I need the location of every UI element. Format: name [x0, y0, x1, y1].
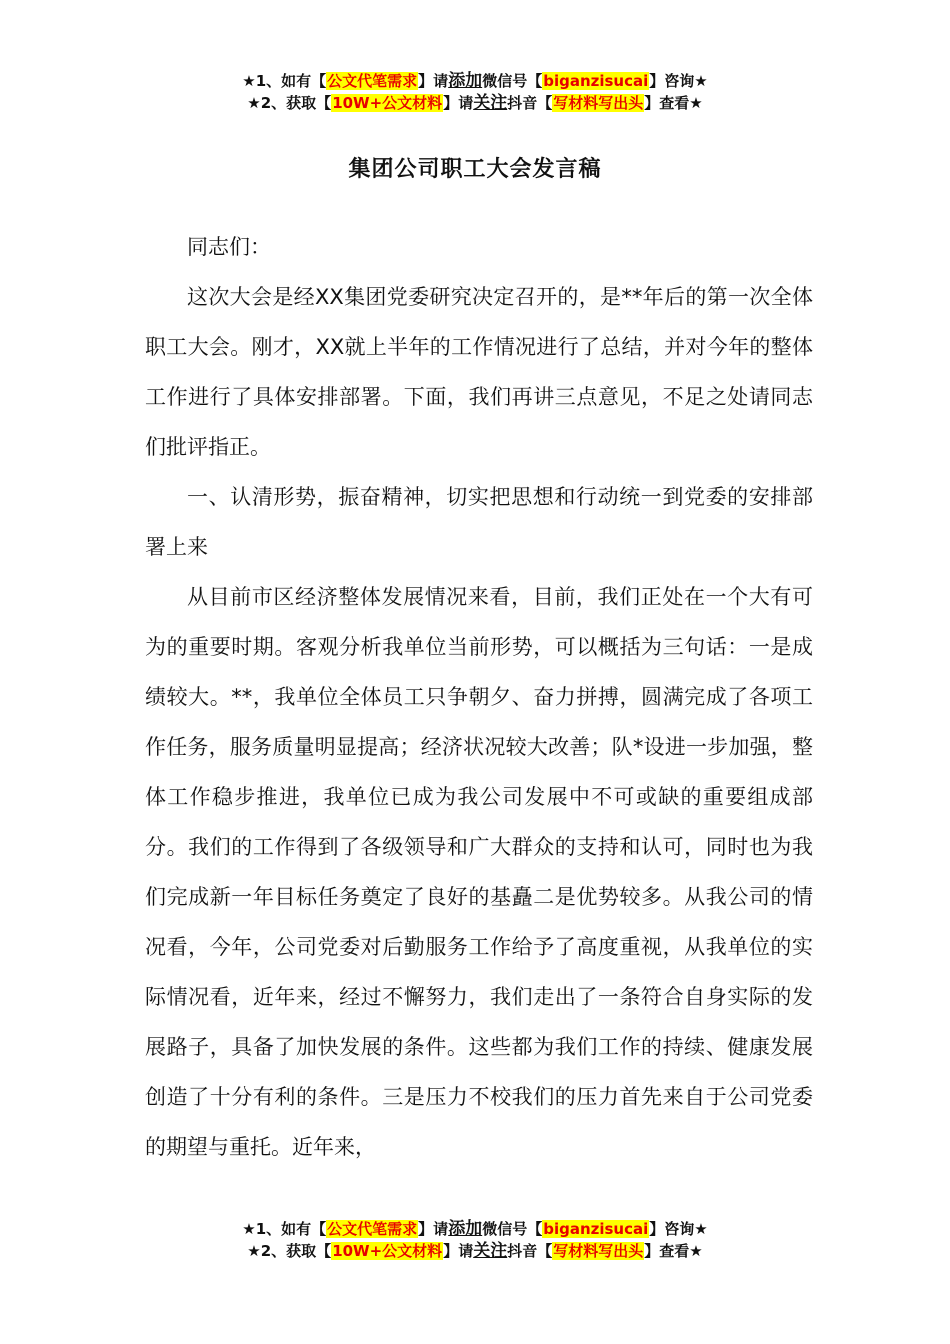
section-heading-1: 一、认清形势，振奋精神，切实把思想和行动统一到党委的安排部署上来 [145, 485, 813, 559]
document-body [145, 222, 813, 1172]
paragraph-situation: 从目前市区经济整体发展情况来看，目前，我们正处在一个大有可为的重要时期。客观分析我单位当前形势，可以概括为三句话：一是成绩较大。**，我单位全体员工只争朝夕、奋力拼搏，圆满完成了各项工作任务，服务质量明显提高；经济状况较大改善；队*设进一步加强，整体工作稳步推进，我单位已成为我公司发展中不可或缺的重要组成部分。我们的工作得到了各级领导和广大群众的支持和认可，同时也为我们完成新一年目标任务奠定了良好的基矗二是优势较多。从我公司的情况看，今年，公司党委对后勤服务工作给予了高度重视，从我单位的实际情况看，近年来，经过不懈努力，我们走出了一条符合自身实际的发展路子，具备了加快发展的条件。这些都为我们工作的持续、健康发展创造了十分有利的条件。三是压力不校我们的压力首先来自于公司党委的期望与重托。近年来， [145, 585, 813, 1159]
footer-banner [0, 1218, 950, 1262]
document-title: 集团公司职工大会发言稿 [348, 157, 602, 182]
header-banner [0, 70, 950, 114]
header-banner-line-2: ★2、获取【10W+公文材料】请关注抖音【写材料写出头】查看★ [247, 93, 703, 113]
highlight-douyin-account: 写材料写出头 [553, 1242, 644, 1260]
highlight-wechat-id: biganzisucai [543, 72, 649, 90]
highlight-materials: 10W+公文材料 [332, 1242, 443, 1260]
paragraph-intro: 这次大会是经XX集团党委研究决定召开的，是**年后的第一次全体职工大会。刚才，XX就上半年的工作情况进行了总结，并对今年的整体工作进行了具体安排部署。下面，我们再讲三点意见，不足之处请同志们批评指正。 [145, 285, 813, 459]
footer-banner-line-2: ★2、获取【10W+公文材料】请关注抖音【写材料写出头】查看★ [247, 1241, 703, 1261]
footer-banner-line-1: ★1、如有【公文代笔需求】请添加微信号【biganzisucai】咨询★ [242, 1219, 708, 1239]
highlight-douyin-account: 写材料写出头 [553, 94, 644, 112]
highlight-service: 公文代笔需求 [327, 72, 418, 90]
highlight-wechat-id: biganzisucai [543, 1220, 649, 1238]
highlight-materials: 10W+公文材料 [332, 94, 443, 112]
salutation: 同志们： [187, 235, 271, 259]
header-banner-line-1: ★1、如有【公文代笔需求】请添加微信号【biganzisucai】咨询★ [242, 71, 708, 91]
highlight-service: 公文代笔需求 [327, 1220, 418, 1238]
